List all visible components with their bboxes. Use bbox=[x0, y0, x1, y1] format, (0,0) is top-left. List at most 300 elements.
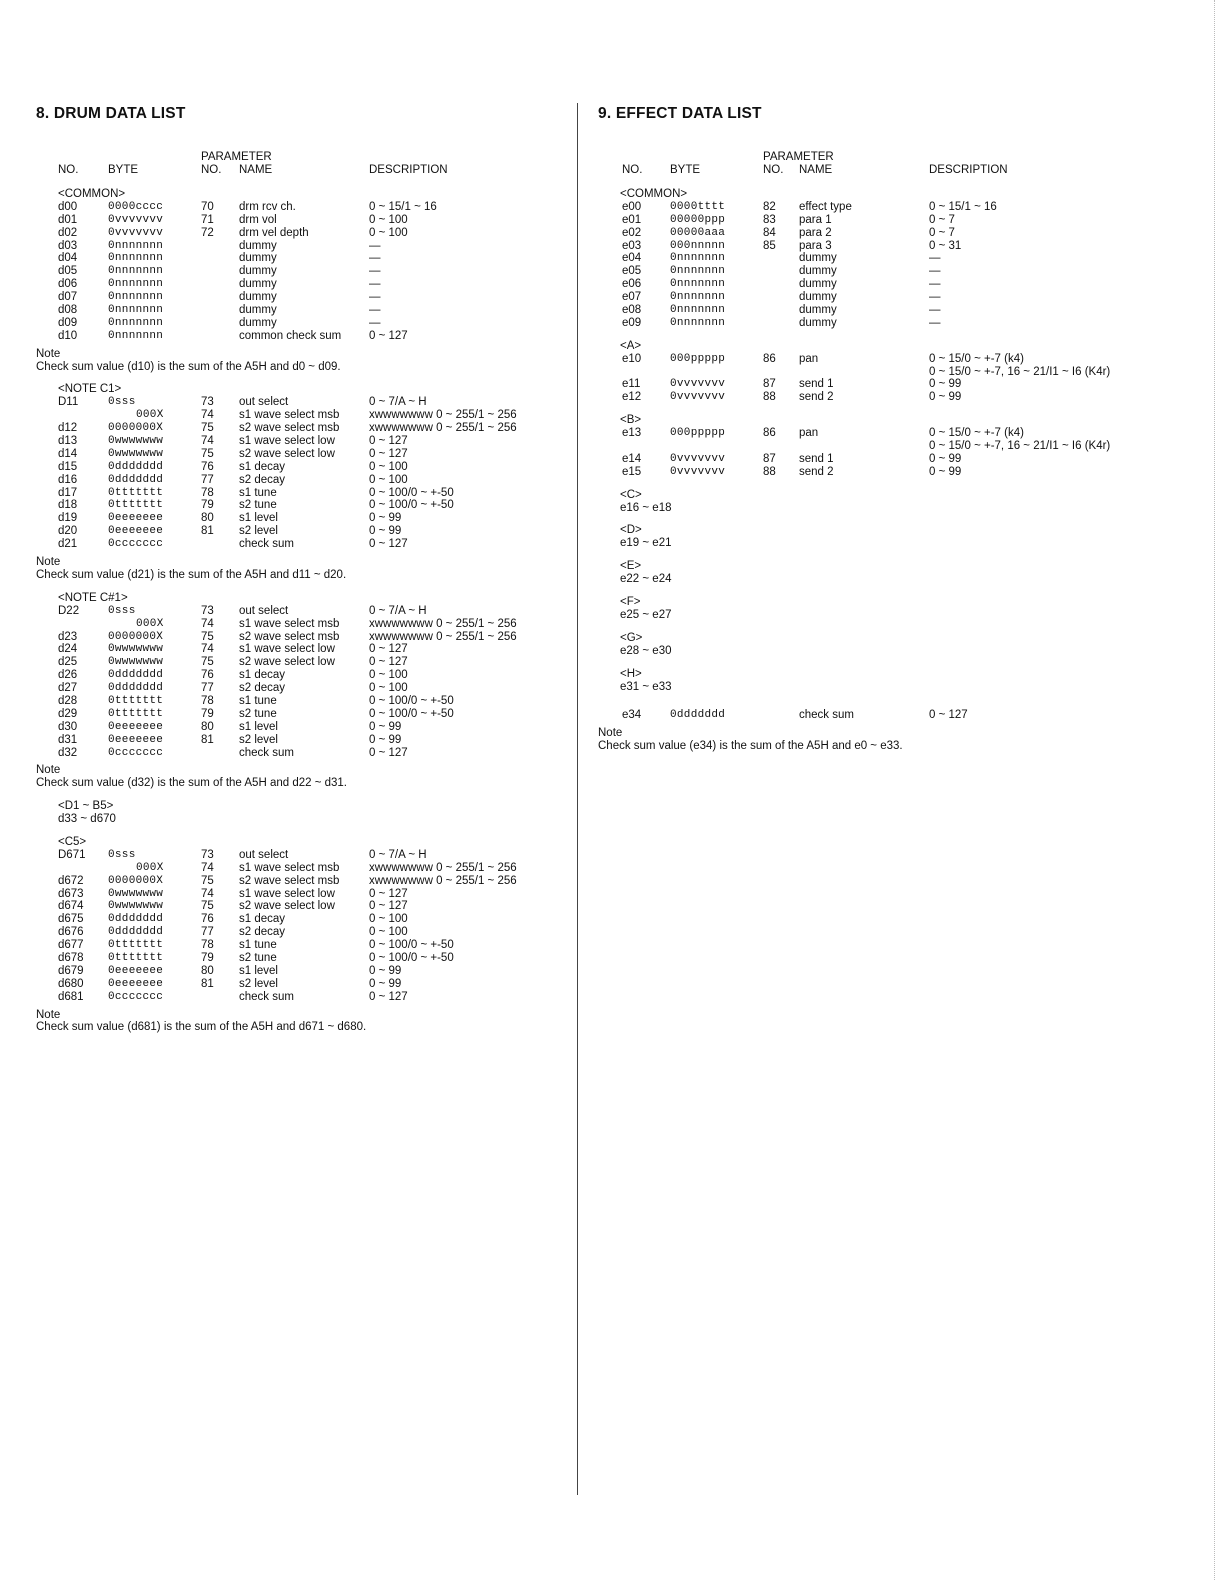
cell-name: dummy bbox=[799, 316, 837, 329]
cell-param-no: 77 bbox=[201, 473, 214, 486]
cell-no: e05 bbox=[622, 265, 642, 278]
page-edge bbox=[1214, 0, 1216, 1580]
note-label bbox=[36, 556, 576, 569]
section-label bbox=[598, 524, 1158, 537]
note-label bbox=[36, 764, 576, 777]
spacer bbox=[598, 514, 1158, 524]
cell-description: — bbox=[929, 265, 941, 278]
cell-param-no: 81 bbox=[201, 733, 214, 746]
cell-no: d04 bbox=[58, 252, 78, 265]
cell-no: d25 bbox=[58, 656, 78, 669]
table-row bbox=[36, 240, 576, 253]
table-row bbox=[598, 214, 1158, 227]
cell-byte: 0eeeeeee bbox=[108, 525, 164, 538]
cell-no: e09 bbox=[622, 316, 642, 329]
table-row bbox=[36, 396, 576, 409]
header-parameter: PARAMETER bbox=[201, 151, 272, 163]
section-label-text: <COMMON> bbox=[620, 188, 688, 200]
cell-no: d27 bbox=[58, 682, 78, 695]
table-row bbox=[598, 391, 1158, 404]
cell-name: dummy bbox=[239, 265, 277, 278]
cell-byte: 000nnnnn bbox=[670, 239, 726, 252]
cell-param-no: 75 bbox=[201, 874, 214, 887]
cell-description: 0 ~ 100 bbox=[369, 926, 408, 939]
cell-no: e02 bbox=[622, 226, 642, 239]
section-range bbox=[36, 813, 576, 826]
table-row bbox=[36, 525, 576, 538]
note-label-text: Note bbox=[36, 1008, 61, 1021]
cell-byte: 0eeeeeee bbox=[108, 733, 164, 746]
header-description: DESCRIPTION bbox=[929, 164, 1008, 176]
table-row bbox=[36, 900, 576, 913]
table-row bbox=[598, 709, 1158, 722]
section-label-text: <B> bbox=[620, 414, 642, 427]
cell-param-no: 78 bbox=[201, 939, 214, 952]
cell-description: 0 ~ 7/A ~ H bbox=[369, 848, 427, 861]
cell-name: s2 decay bbox=[239, 473, 286, 486]
cell-no: e13 bbox=[622, 427, 642, 440]
cell-name: send 1 bbox=[799, 378, 834, 391]
cell-description: 0 ~ 127 bbox=[369, 900, 408, 913]
cell-param-no: 76 bbox=[201, 460, 214, 473]
cell-name: out select bbox=[239, 848, 289, 861]
table-row bbox=[36, 862, 576, 875]
table-row bbox=[36, 461, 576, 474]
table-row bbox=[598, 252, 1158, 265]
cell-name: drm vol bbox=[239, 213, 277, 226]
section-label-text: <D1 ~ B5> bbox=[58, 800, 114, 813]
table-row bbox=[36, 448, 576, 461]
cell-no: d00 bbox=[58, 200, 78, 213]
cell-description: 0 ~ 99 bbox=[369, 977, 402, 990]
table-row bbox=[598, 265, 1158, 278]
cell-name: s2 decay bbox=[239, 682, 286, 695]
table-row bbox=[36, 965, 576, 978]
cell-name: common check sum bbox=[239, 329, 342, 342]
section-range-text: e25 ~ e27 bbox=[620, 608, 672, 621]
cell-byte: 0000cccc bbox=[108, 200, 164, 213]
table-row bbox=[36, 888, 576, 901]
cell-description: — bbox=[369, 316, 381, 329]
effect-table-header bbox=[598, 151, 1158, 179]
cell-no: D22 bbox=[58, 604, 80, 617]
cell-description: — bbox=[929, 278, 941, 291]
cell-name: s1 level bbox=[239, 720, 278, 733]
cell-param-no: 83 bbox=[763, 213, 776, 226]
cell-byte: 0vvvvvvv bbox=[670, 465, 726, 478]
cell-byte: 0ccccccc bbox=[108, 538, 164, 551]
cell-no: e03 bbox=[622, 239, 642, 252]
cell-no: d05 bbox=[58, 265, 78, 278]
cell-no: d01 bbox=[58, 213, 78, 226]
cell-byte: 0ddddddd bbox=[108, 682, 164, 695]
cell-name: check sum bbox=[239, 538, 294, 551]
cell-description: 0 ~ 7/A ~ H bbox=[369, 604, 427, 617]
cell-description: 0 ~ 100/0 ~ +-50 bbox=[369, 707, 454, 720]
cell-byte: 0nnnnnnn bbox=[108, 291, 164, 304]
section-label bbox=[598, 596, 1158, 609]
cell-description: 0 ~ 127 bbox=[369, 990, 408, 1003]
cell-description: 0 ~ 99 bbox=[929, 452, 962, 465]
cell-name: s1 wave select msb bbox=[239, 861, 340, 874]
cell-param-no: 76 bbox=[201, 669, 214, 682]
note-label-text: Note bbox=[36, 764, 61, 777]
section-label bbox=[36, 383, 576, 396]
cell-name: s1 wave select low bbox=[239, 887, 335, 900]
header-param-no: NO. bbox=[763, 164, 784, 176]
cell-param-no: 73 bbox=[201, 604, 214, 617]
cell-no: d12 bbox=[58, 422, 78, 435]
cell-byte: 0ddddddd bbox=[670, 709, 726, 722]
cell-name: s1 wave select low bbox=[239, 643, 335, 656]
cell-description: — bbox=[929, 316, 941, 329]
cell-param-no: 80 bbox=[201, 964, 214, 977]
cell-byte: 0nnnnnnn bbox=[108, 252, 164, 265]
cell-byte: 0ttttttt bbox=[108, 499, 164, 512]
cell-description: — bbox=[369, 304, 381, 317]
cell-description: 0 ~ 7 bbox=[929, 226, 955, 239]
cell-byte: 0vvvvvvv bbox=[670, 378, 726, 391]
table-row bbox=[36, 409, 576, 422]
cell-byte: 0eeeeeee bbox=[108, 977, 164, 990]
note-label-text: Note bbox=[36, 347, 61, 360]
cell-byte: 0nnnnnnn bbox=[670, 304, 726, 317]
table-row bbox=[598, 466, 1158, 479]
cell-byte: 0wwwwwww bbox=[108, 435, 164, 448]
cell-no: d672 bbox=[58, 874, 84, 887]
cell-description: 0 ~ 100 bbox=[369, 473, 408, 486]
cell-param-no: 74 bbox=[201, 409, 214, 422]
cell-no: d20 bbox=[58, 525, 78, 538]
cell-description: 0 ~ 127 bbox=[369, 643, 408, 656]
cell-name: s2 decay bbox=[239, 926, 286, 939]
table-row bbox=[36, 487, 576, 500]
cell-byte: 0ddddddd bbox=[108, 913, 164, 926]
cell-name: para 1 bbox=[799, 213, 832, 226]
cell-description: xwwwwwww 0 ~ 255/1 ~ 256 bbox=[369, 409, 517, 422]
cell-description: 0 ~ 100 bbox=[369, 226, 408, 239]
cell-name: para 3 bbox=[799, 239, 832, 252]
cell-no: d28 bbox=[58, 694, 78, 707]
section-range-text: d33 ~ d670 bbox=[58, 813, 116, 826]
spacer bbox=[598, 622, 1158, 632]
cell-byte: 0000tttt bbox=[670, 200, 726, 213]
cell-name: s2 wave select msb bbox=[239, 630, 340, 643]
cell-param-no: 80 bbox=[201, 512, 214, 525]
cell-param-no: 87 bbox=[763, 452, 776, 465]
cell-param-no: 70 bbox=[201, 200, 214, 213]
cell-param-no: 73 bbox=[201, 396, 214, 409]
cell-no: d680 bbox=[58, 977, 84, 990]
cell-name: dummy bbox=[799, 252, 837, 265]
cell-name: para 2 bbox=[799, 226, 832, 239]
cell-param-no: 74 bbox=[201, 887, 214, 900]
table-row bbox=[36, 499, 576, 512]
cell-byte: 0ttttttt bbox=[108, 951, 164, 964]
spacer bbox=[36, 790, 576, 800]
cell-no: d675 bbox=[58, 913, 84, 926]
table-row bbox=[36, 214, 576, 227]
cell-description: 0 ~ 127 bbox=[369, 447, 408, 460]
cell-no: e34 bbox=[622, 709, 642, 722]
cell-byte: 0sss bbox=[108, 604, 136, 617]
table-row bbox=[36, 317, 576, 330]
cell-description: 0 ~ 15/1 ~ 16 bbox=[929, 200, 997, 213]
table-row bbox=[36, 669, 576, 682]
spacer bbox=[36, 373, 576, 383]
cell-byte: 0ccccccc bbox=[108, 990, 164, 1003]
cell-name: s2 level bbox=[239, 525, 278, 538]
cell-byte: 0ttttttt bbox=[108, 486, 164, 499]
cell-description: 0 ~ 127 bbox=[369, 435, 408, 448]
cell-name: pan bbox=[799, 427, 819, 440]
cell-byte: 0ttttttt bbox=[108, 939, 164, 952]
spacer bbox=[598, 479, 1158, 489]
cell-name: dummy bbox=[799, 265, 837, 278]
section-label bbox=[598, 340, 1158, 353]
table-row bbox=[598, 353, 1158, 366]
note-text bbox=[36, 569, 576, 582]
header-param-no: NO. bbox=[201, 164, 222, 176]
header-byte: BYTE bbox=[108, 164, 139, 176]
cell-description: 0 ~ 100 bbox=[369, 460, 408, 473]
cell-byte: 0wwwwwww bbox=[108, 887, 164, 900]
header-name: NAME bbox=[799, 164, 833, 176]
table-row bbox=[36, 695, 576, 708]
cell-name: send 1 bbox=[799, 452, 834, 465]
cell-no: d674 bbox=[58, 900, 84, 913]
header-no: NO. bbox=[58, 164, 79, 176]
table-row bbox=[598, 453, 1158, 466]
cell-param-no: 85 bbox=[763, 239, 776, 252]
spacer bbox=[36, 582, 576, 592]
section-label bbox=[598, 668, 1158, 681]
cell-name: dummy bbox=[239, 239, 277, 252]
note-label-text: Note bbox=[36, 556, 61, 569]
cell-description: xwwwwwww 0 ~ 255/1 ~ 256 bbox=[369, 422, 517, 435]
table-row bbox=[36, 643, 576, 656]
cell-byte: 0000000X bbox=[108, 422, 164, 435]
cell-byte: 0ddddddd bbox=[108, 460, 164, 473]
table-row bbox=[598, 227, 1158, 240]
cell-param-no: 87 bbox=[763, 378, 776, 391]
cell-no: d677 bbox=[58, 939, 84, 952]
cell-name: s2 wave select low bbox=[239, 656, 335, 669]
cell-description: 0 ~ 15/0 ~ +-7 (k4) bbox=[929, 352, 1024, 365]
note-label bbox=[36, 348, 576, 361]
cell-no: e07 bbox=[622, 291, 642, 304]
cell-no: d16 bbox=[58, 473, 78, 486]
spacer bbox=[598, 586, 1158, 596]
cell-name: s1 decay bbox=[239, 669, 286, 682]
cell-byte: 0ddddddd bbox=[108, 926, 164, 939]
cell-description: 0 ~ 127 bbox=[369, 538, 408, 551]
cell-byte: 0eeeeeee bbox=[108, 720, 164, 733]
cell-description: xwwwwwww 0 ~ 255/1 ~ 256 bbox=[369, 861, 517, 874]
cell-byte: 0nnnnnnn bbox=[108, 239, 164, 252]
section-label-text: <F> bbox=[620, 596, 641, 609]
cell-description: 0 ~ 100/0 ~ +-50 bbox=[369, 694, 454, 707]
cell-description: 0 ~ 127 bbox=[369, 887, 408, 900]
cell-no: d10 bbox=[58, 329, 78, 342]
cell-no: d08 bbox=[58, 304, 78, 317]
table-row bbox=[36, 278, 576, 291]
section-range-text: e19 ~ e21 bbox=[620, 537, 672, 550]
note-text bbox=[36, 1021, 576, 1034]
table-row bbox=[36, 201, 576, 214]
header-name: NAME bbox=[239, 164, 273, 176]
cell-no: d17 bbox=[58, 486, 78, 499]
cell-description: — bbox=[369, 239, 381, 252]
cell-name: dummy bbox=[799, 304, 837, 317]
cell-name: s2 tune bbox=[239, 499, 277, 512]
section-label-text: <NOTE C1> bbox=[58, 383, 122, 396]
note-text-content: Check sum value (d681) is the sum of the A5H and d671 ~ d680. bbox=[36, 1021, 367, 1034]
cell-no: e06 bbox=[622, 278, 642, 291]
cell-byte: 0sss bbox=[108, 848, 136, 861]
cell-name: pan bbox=[799, 352, 819, 365]
cell-no: d676 bbox=[58, 926, 84, 939]
cell-byte: 0vvvvvvv bbox=[670, 391, 726, 404]
cell-byte: 0nnnnnnn bbox=[108, 329, 164, 342]
table-row bbox=[36, 721, 576, 734]
table-row bbox=[36, 734, 576, 747]
cell-no: d23 bbox=[58, 630, 78, 643]
table-row bbox=[36, 875, 576, 888]
table-row bbox=[36, 252, 576, 265]
cell-param-no: 81 bbox=[201, 525, 214, 538]
cell-byte: 0nnnnnnn bbox=[670, 278, 726, 291]
note-text-content: Check sum value (d32) is the sum of the A5H and d22 ~ d31. bbox=[36, 777, 347, 790]
cell-name: s2 wave select low bbox=[239, 900, 335, 913]
cell-no: e11 bbox=[622, 378, 641, 391]
table-row bbox=[36, 913, 576, 926]
header-byte: BYTE bbox=[670, 164, 701, 176]
table-row bbox=[598, 278, 1158, 291]
cell-param-no: 74 bbox=[201, 643, 214, 656]
cell-byte: 0000000X bbox=[108, 874, 164, 887]
cell-name: out select bbox=[239, 604, 289, 617]
section-range-text: e28 ~ e30 bbox=[620, 644, 672, 657]
table-row bbox=[36, 330, 576, 343]
section-range-text: e16 ~ e18 bbox=[620, 501, 672, 514]
section-label-text: <A> bbox=[620, 339, 642, 352]
cell-byte: 000ppppp bbox=[670, 352, 726, 365]
cell-no: d02 bbox=[58, 226, 78, 239]
cell-description: 0 ~ 15/1 ~ 16 bbox=[369, 200, 437, 213]
cell-name: s1 wave select low bbox=[239, 435, 335, 448]
cell-no: d31 bbox=[58, 733, 78, 746]
cell-name: drm vel depth bbox=[239, 226, 309, 239]
cell-name: dummy bbox=[799, 291, 837, 304]
cell-byte: 0eeeeeee bbox=[108, 964, 164, 977]
spacer bbox=[598, 693, 1158, 709]
cell-byte: 0sss bbox=[108, 396, 136, 409]
cell-no: d19 bbox=[58, 512, 78, 525]
note-label-text: Note bbox=[598, 727, 623, 740]
table-row bbox=[598, 291, 1158, 304]
cell-no: d673 bbox=[58, 887, 84, 900]
cell-param-no: 82 bbox=[763, 200, 776, 213]
cell-description: — bbox=[369, 291, 381, 304]
cell-description: xwwwwwww 0 ~ 255/1 ~ 256 bbox=[369, 630, 517, 643]
cell-byte: 0nnnnnnn bbox=[108, 278, 164, 291]
cell-param-no: 88 bbox=[763, 391, 776, 404]
cell-description: 0 ~ 99 bbox=[929, 465, 962, 478]
table-row bbox=[36, 422, 576, 435]
section-label bbox=[598, 414, 1158, 427]
table-row bbox=[598, 201, 1158, 214]
cell-name: send 2 bbox=[799, 391, 834, 404]
cell-byte: 0nnnnnnn bbox=[670, 252, 726, 265]
cell-no: d09 bbox=[58, 316, 78, 329]
cell-description: 0 ~ 7 bbox=[929, 213, 955, 226]
note-text bbox=[598, 740, 1158, 753]
table-row bbox=[36, 227, 576, 240]
table-row bbox=[36, 849, 576, 862]
cell-byte: 0ddddddd bbox=[108, 669, 164, 682]
note-text-content: Check sum value (d10) is the sum of the A5H and d0 ~ d09. bbox=[36, 360, 341, 373]
table-row bbox=[36, 618, 576, 631]
section-range bbox=[598, 609, 1158, 622]
cell-byte: 00000ppp bbox=[670, 213, 726, 226]
cell-name: s1 wave select msb bbox=[239, 409, 340, 422]
cell-byte: 0000000X bbox=[108, 630, 164, 643]
cell-no: d679 bbox=[58, 964, 84, 977]
cell-param-no: 75 bbox=[201, 656, 214, 669]
section-label bbox=[598, 188, 1158, 201]
cell-description: 0 ~ 127 bbox=[369, 746, 408, 759]
cell-byte: 00000aaa bbox=[670, 226, 726, 239]
cell-name: dummy bbox=[239, 316, 277, 329]
section-range bbox=[598, 681, 1158, 694]
cell-no: d13 bbox=[58, 435, 78, 448]
cell-byte: 000ppppp bbox=[670, 427, 726, 440]
effect-title: 9. EFFECT DATA LIST bbox=[598, 105, 762, 122]
cell-no: d24 bbox=[58, 643, 78, 656]
header-parameter: PARAMETER bbox=[763, 151, 834, 163]
section-label bbox=[598, 560, 1158, 573]
table-row bbox=[598, 378, 1158, 391]
cell-name: dummy bbox=[239, 304, 277, 317]
drum-table-body bbox=[36, 188, 576, 1034]
cell-name: s2 level bbox=[239, 977, 278, 990]
section-range bbox=[598, 645, 1158, 658]
cell-byte: 0ttttttt bbox=[108, 707, 164, 720]
note-label bbox=[36, 1009, 576, 1022]
spacer bbox=[598, 404, 1158, 414]
cell-name: drm rcv ch. bbox=[239, 200, 296, 213]
table-row bbox=[36, 304, 576, 317]
table-row bbox=[598, 304, 1158, 317]
drum-table-header bbox=[36, 151, 576, 179]
cell-description: — bbox=[369, 278, 381, 291]
cell-no: d32 bbox=[58, 746, 78, 759]
cell-name: check sum bbox=[239, 990, 294, 1003]
table-row bbox=[36, 978, 576, 991]
section-range-text: e22 ~ e24 bbox=[620, 573, 672, 586]
cell-description: — bbox=[369, 265, 381, 278]
section-label-text: <C> bbox=[620, 488, 642, 501]
cell-description: 0 ~ 99 bbox=[369, 720, 402, 733]
cell-byte: 000X bbox=[136, 409, 164, 422]
cell-description: 0 ~ 100/0 ~ +-50 bbox=[369, 486, 454, 499]
cell-no: d15 bbox=[58, 460, 78, 473]
cell-description: 0 ~ 99 bbox=[369, 733, 402, 746]
section-label bbox=[598, 632, 1158, 645]
cell-param-no: 74 bbox=[201, 617, 214, 630]
cell-name: s1 level bbox=[239, 512, 278, 525]
